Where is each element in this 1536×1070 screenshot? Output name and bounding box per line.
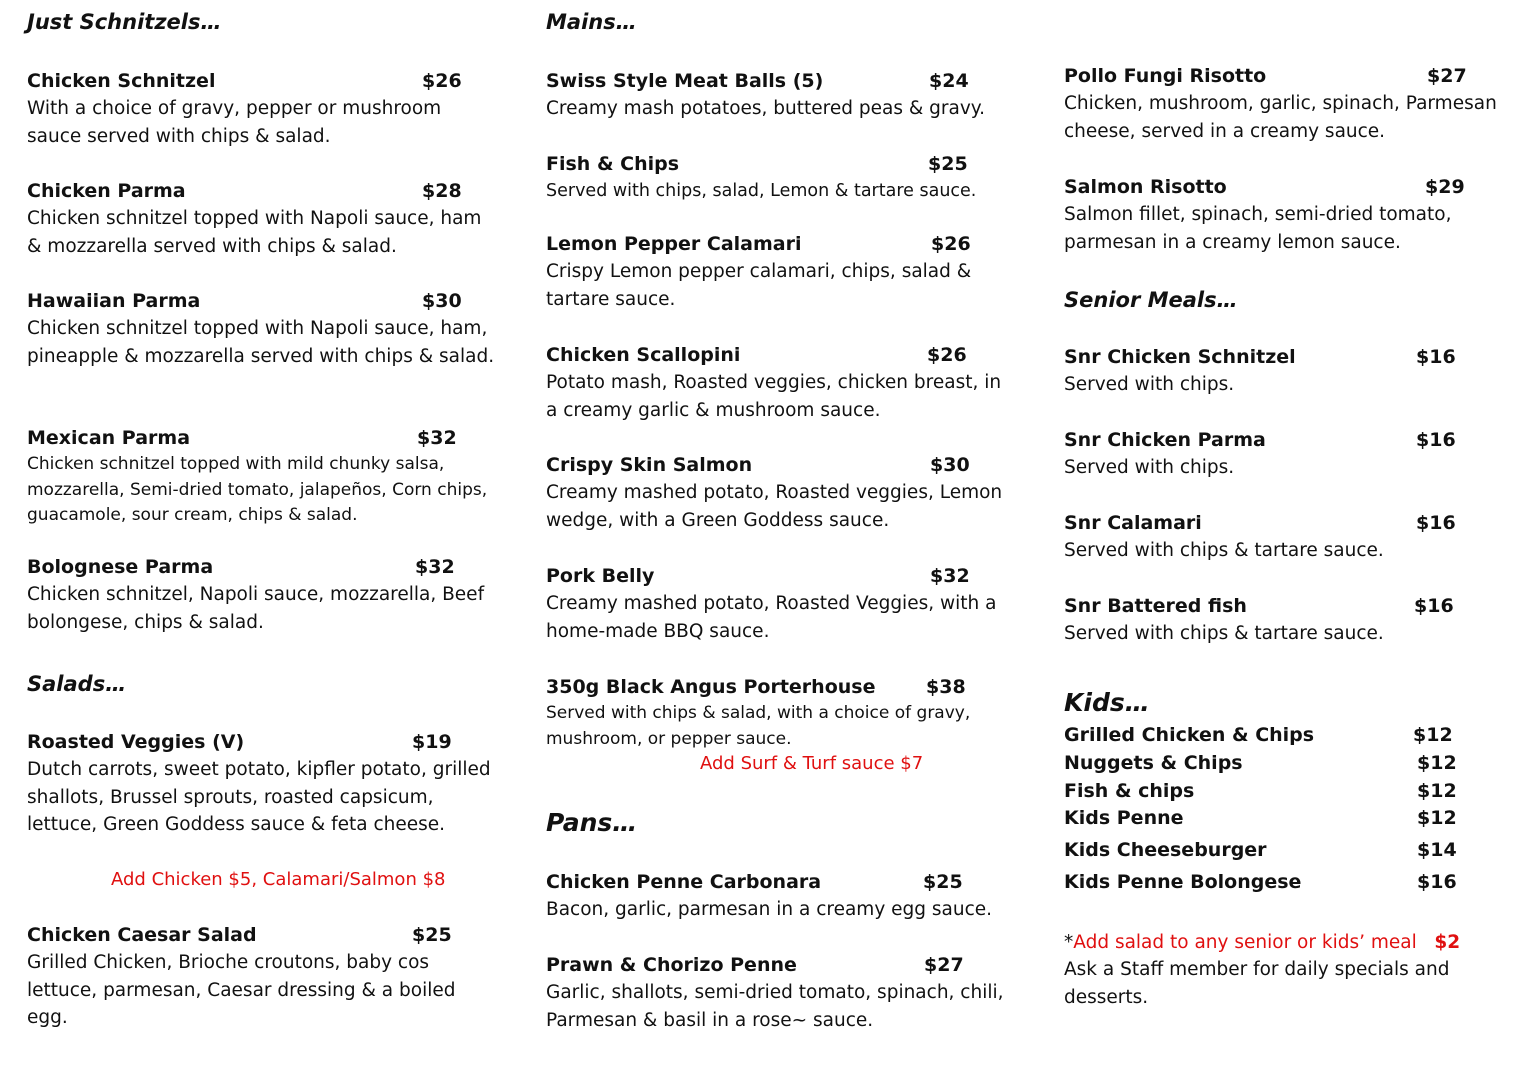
item-name: Snr Chicken Parma bbox=[1064, 429, 1266, 451]
menu-item bbox=[1064, 344, 1524, 399]
menu-item bbox=[1064, 593, 1524, 648]
section-title-mains: Mains… bbox=[546, 10, 637, 34]
item-price: $16 bbox=[1416, 346, 1456, 368]
menu-item bbox=[546, 674, 1016, 752]
item-price: $14 bbox=[1417, 839, 1457, 861]
menu-item bbox=[546, 151, 1016, 204]
item-name: Kids Cheeseburger bbox=[1064, 839, 1267, 861]
item-name: Chicken Parma bbox=[27, 180, 186, 202]
menu-item bbox=[546, 563, 1016, 645]
item-name: Salmon Risotto bbox=[1064, 176, 1227, 198]
item-name: Fish & chips bbox=[1064, 780, 1195, 802]
kids-item bbox=[1064, 750, 1524, 778]
item-name: Pollo Fungi Risotto bbox=[1064, 65, 1267, 87]
section-title-salads: Salads… bbox=[27, 672, 127, 696]
note-asterisk: * bbox=[1064, 932, 1074, 953]
item-price: $24 bbox=[929, 70, 969, 92]
item-description: Served with chips, salad, Lemon & tartare sauce. bbox=[546, 181, 977, 201]
item-description: Served with chips & tartare sauce. bbox=[1064, 623, 1384, 644]
item-description: With a choice of gravy, pepper or mushroom sauce served with chips & salad. bbox=[27, 98, 442, 147]
item-price: $12 bbox=[1417, 807, 1457, 829]
item-name: Chicken Scallopini bbox=[546, 344, 741, 366]
item-description: Chicken, mushroom, garlic, spinach, Parmesan cheese, served in a creamy sauce. bbox=[1064, 93, 1497, 142]
item-price: $25 bbox=[923, 871, 963, 893]
item-description: Creamy mashed potato, Roasted Veggies, with a home-made BBQ sauce. bbox=[546, 593, 997, 642]
item-description: Chicken schnitzel topped with Napoli sauce, ham, pineapple & mozzarella served with chips & salad. bbox=[27, 318, 495, 367]
item-name: Kids Penne Bolongese bbox=[1064, 871, 1302, 893]
item-description: Creamy mash potatoes, buttered peas & gravy. bbox=[546, 98, 985, 119]
item-price: $25 bbox=[928, 153, 968, 175]
menu-item bbox=[546, 68, 1016, 123]
note-text: Add salad to any senior or kids’ meal bbox=[1073, 932, 1417, 953]
item-name: Fish & Chips bbox=[546, 153, 680, 175]
salad-addon-note: Add Chicken $5, Calamari/Salmon $8 bbox=[111, 869, 446, 890]
item-price: $12 bbox=[1417, 752, 1457, 774]
item-price: $30 bbox=[930, 454, 970, 476]
item-price: $26 bbox=[927, 344, 967, 366]
item-price: $27 bbox=[924, 954, 964, 976]
item-price: $27 bbox=[1427, 65, 1467, 87]
item-price: $32 bbox=[415, 556, 455, 578]
kids-item bbox=[1064, 778, 1524, 806]
item-name: Snr Chicken Schnitzel bbox=[1064, 346, 1296, 368]
section-title-schnitzels: Just Schnitzels… bbox=[27, 10, 222, 34]
menu-item bbox=[27, 68, 497, 150]
menu-item bbox=[1064, 510, 1524, 565]
item-name: Snr Calamari bbox=[1064, 512, 1202, 534]
item-price: $19 bbox=[412, 731, 452, 753]
item-price: $32 bbox=[417, 427, 457, 449]
item-price: $16 bbox=[1417, 871, 1457, 893]
item-price: $16 bbox=[1414, 595, 1454, 617]
item-name: Hawaiian Parma bbox=[27, 290, 201, 312]
kids-item bbox=[1064, 837, 1524, 865]
item-name: Bolognese Parma bbox=[27, 556, 214, 578]
section-title-senior-meals: Senior Meals… bbox=[1064, 288, 1238, 312]
menu-item bbox=[546, 342, 1016, 424]
menu-item bbox=[27, 922, 497, 1032]
section-title-kids: Kids… bbox=[1064, 688, 1150, 717]
menu-item bbox=[1064, 63, 1524, 145]
item-price: $16 bbox=[1416, 429, 1456, 451]
item-description: Creamy mashed potato, Roasted veggies, Lemon wedge, with a Green Goddess sauce. bbox=[546, 482, 1003, 531]
item-description: Bacon, garlic, parmesan in a creamy egg sauce. bbox=[546, 899, 993, 920]
menu-item bbox=[27, 554, 497, 636]
menu-item bbox=[27, 729, 497, 839]
item-description: Served with chips. bbox=[1064, 457, 1235, 478]
menu-item bbox=[1064, 174, 1524, 256]
add-salad-note bbox=[1064, 929, 1484, 957]
item-name: Nuggets & Chips bbox=[1064, 752, 1243, 774]
item-description: Salmon fillet, spinach, semi-dried tomato, parmesan in a creamy lemon sauce. bbox=[1064, 204, 1452, 253]
item-description: Dutch carrots, sweet potato, kipfler potato, grilled shallots, Brussel sprouts, roasted capsicum, lettuce, Green Goddess sauce & feta cheese. bbox=[27, 759, 491, 835]
item-description: Served with chips. bbox=[1064, 374, 1235, 395]
item-price: $30 bbox=[422, 290, 462, 312]
item-name: Roasted Veggies (V) bbox=[27, 731, 245, 753]
item-price: $26 bbox=[931, 233, 971, 255]
kids-item bbox=[1064, 869, 1524, 897]
kids-item bbox=[1064, 722, 1524, 750]
item-name: Pork Belly bbox=[546, 565, 655, 587]
item-price: $16 bbox=[1416, 512, 1456, 534]
note-price: $2 bbox=[1434, 932, 1461, 953]
menu-item bbox=[27, 288, 497, 370]
item-description: Chicken schnitzel topped with mild chunky salsa, mozzarella, Semi-dried tomato, jalapeños, Corn chips, guacamole, sour cream, chips & salad. bbox=[27, 454, 488, 525]
menu-item bbox=[546, 869, 1016, 924]
menu-item bbox=[1064, 427, 1524, 482]
item-price: $26 bbox=[422, 70, 462, 92]
item-price: $32 bbox=[930, 565, 970, 587]
surf-turf-addon-note: Add Surf & Turf sauce $7 bbox=[700, 753, 924, 774]
item-name: 350g Black Angus Porterhouse bbox=[546, 676, 876, 698]
menu-item bbox=[546, 231, 1016, 313]
item-name: Swiss Style Meat Balls (5) bbox=[546, 70, 824, 92]
item-description: Chicken schnitzel, Napoli sauce, mozzarella, Beef bolongese, chips & salad. bbox=[27, 584, 485, 633]
item-name: Crispy Skin Salmon bbox=[546, 454, 753, 476]
item-name: Chicken Schnitzel bbox=[27, 70, 216, 92]
item-description: Garlic, shallots, semi-dried tomato, spinach, chili, Parmesan & basil in a rose~ sauce. bbox=[546, 982, 1004, 1031]
item-price: $28 bbox=[422, 180, 462, 202]
item-description: Grilled Chicken, Brioche croutons, baby cos lettuce, parmesan, Caesar dressing & a boiled egg. bbox=[27, 952, 456, 1028]
item-description: Served with chips & salad, with a choice of gravy, mushroom, or pepper sauce. bbox=[546, 703, 971, 749]
menu-item bbox=[546, 452, 1016, 534]
item-price: $38 bbox=[926, 676, 966, 698]
item-price: $12 bbox=[1417, 780, 1457, 802]
item-description: Served with chips & tartare sauce. bbox=[1064, 540, 1384, 561]
item-price: $12 bbox=[1413, 724, 1453, 746]
kids-item bbox=[1064, 805, 1524, 833]
staff-specials-note: Ask a Staff member for daily specials and desserts. bbox=[1064, 959, 1450, 1008]
item-name: Snr Battered fish bbox=[1064, 595, 1247, 617]
item-name: Kids Penne bbox=[1064, 807, 1184, 829]
item-price: $25 bbox=[412, 924, 452, 946]
item-description: Crispy Lemon pepper calamari, chips, salad & tartare sauce. bbox=[546, 261, 972, 310]
item-name: Prawn & Chorizo Penne bbox=[546, 954, 797, 976]
menu-item bbox=[546, 952, 1016, 1034]
item-price: $29 bbox=[1425, 176, 1465, 198]
item-description: Chicken schnitzel topped with Napoli sauce, ham & mozzarella served with chips & salad. bbox=[27, 208, 482, 257]
item-name: Chicken Penne Carbonara bbox=[546, 871, 822, 893]
item-name: Mexican Parma bbox=[27, 427, 191, 449]
item-name: Grilled Chicken & Chips bbox=[1064, 724, 1315, 746]
section-title-pans: Pans… bbox=[546, 808, 638, 837]
menu-item bbox=[27, 425, 497, 529]
menu-item bbox=[27, 178, 497, 260]
item-name: Lemon Pepper Calamari bbox=[546, 233, 802, 255]
item-name: Chicken Caesar Salad bbox=[27, 924, 257, 946]
item-description: Potato mash, Roasted veggies, chicken breast, in a creamy garlic & mushroom sauce. bbox=[546, 372, 1002, 421]
